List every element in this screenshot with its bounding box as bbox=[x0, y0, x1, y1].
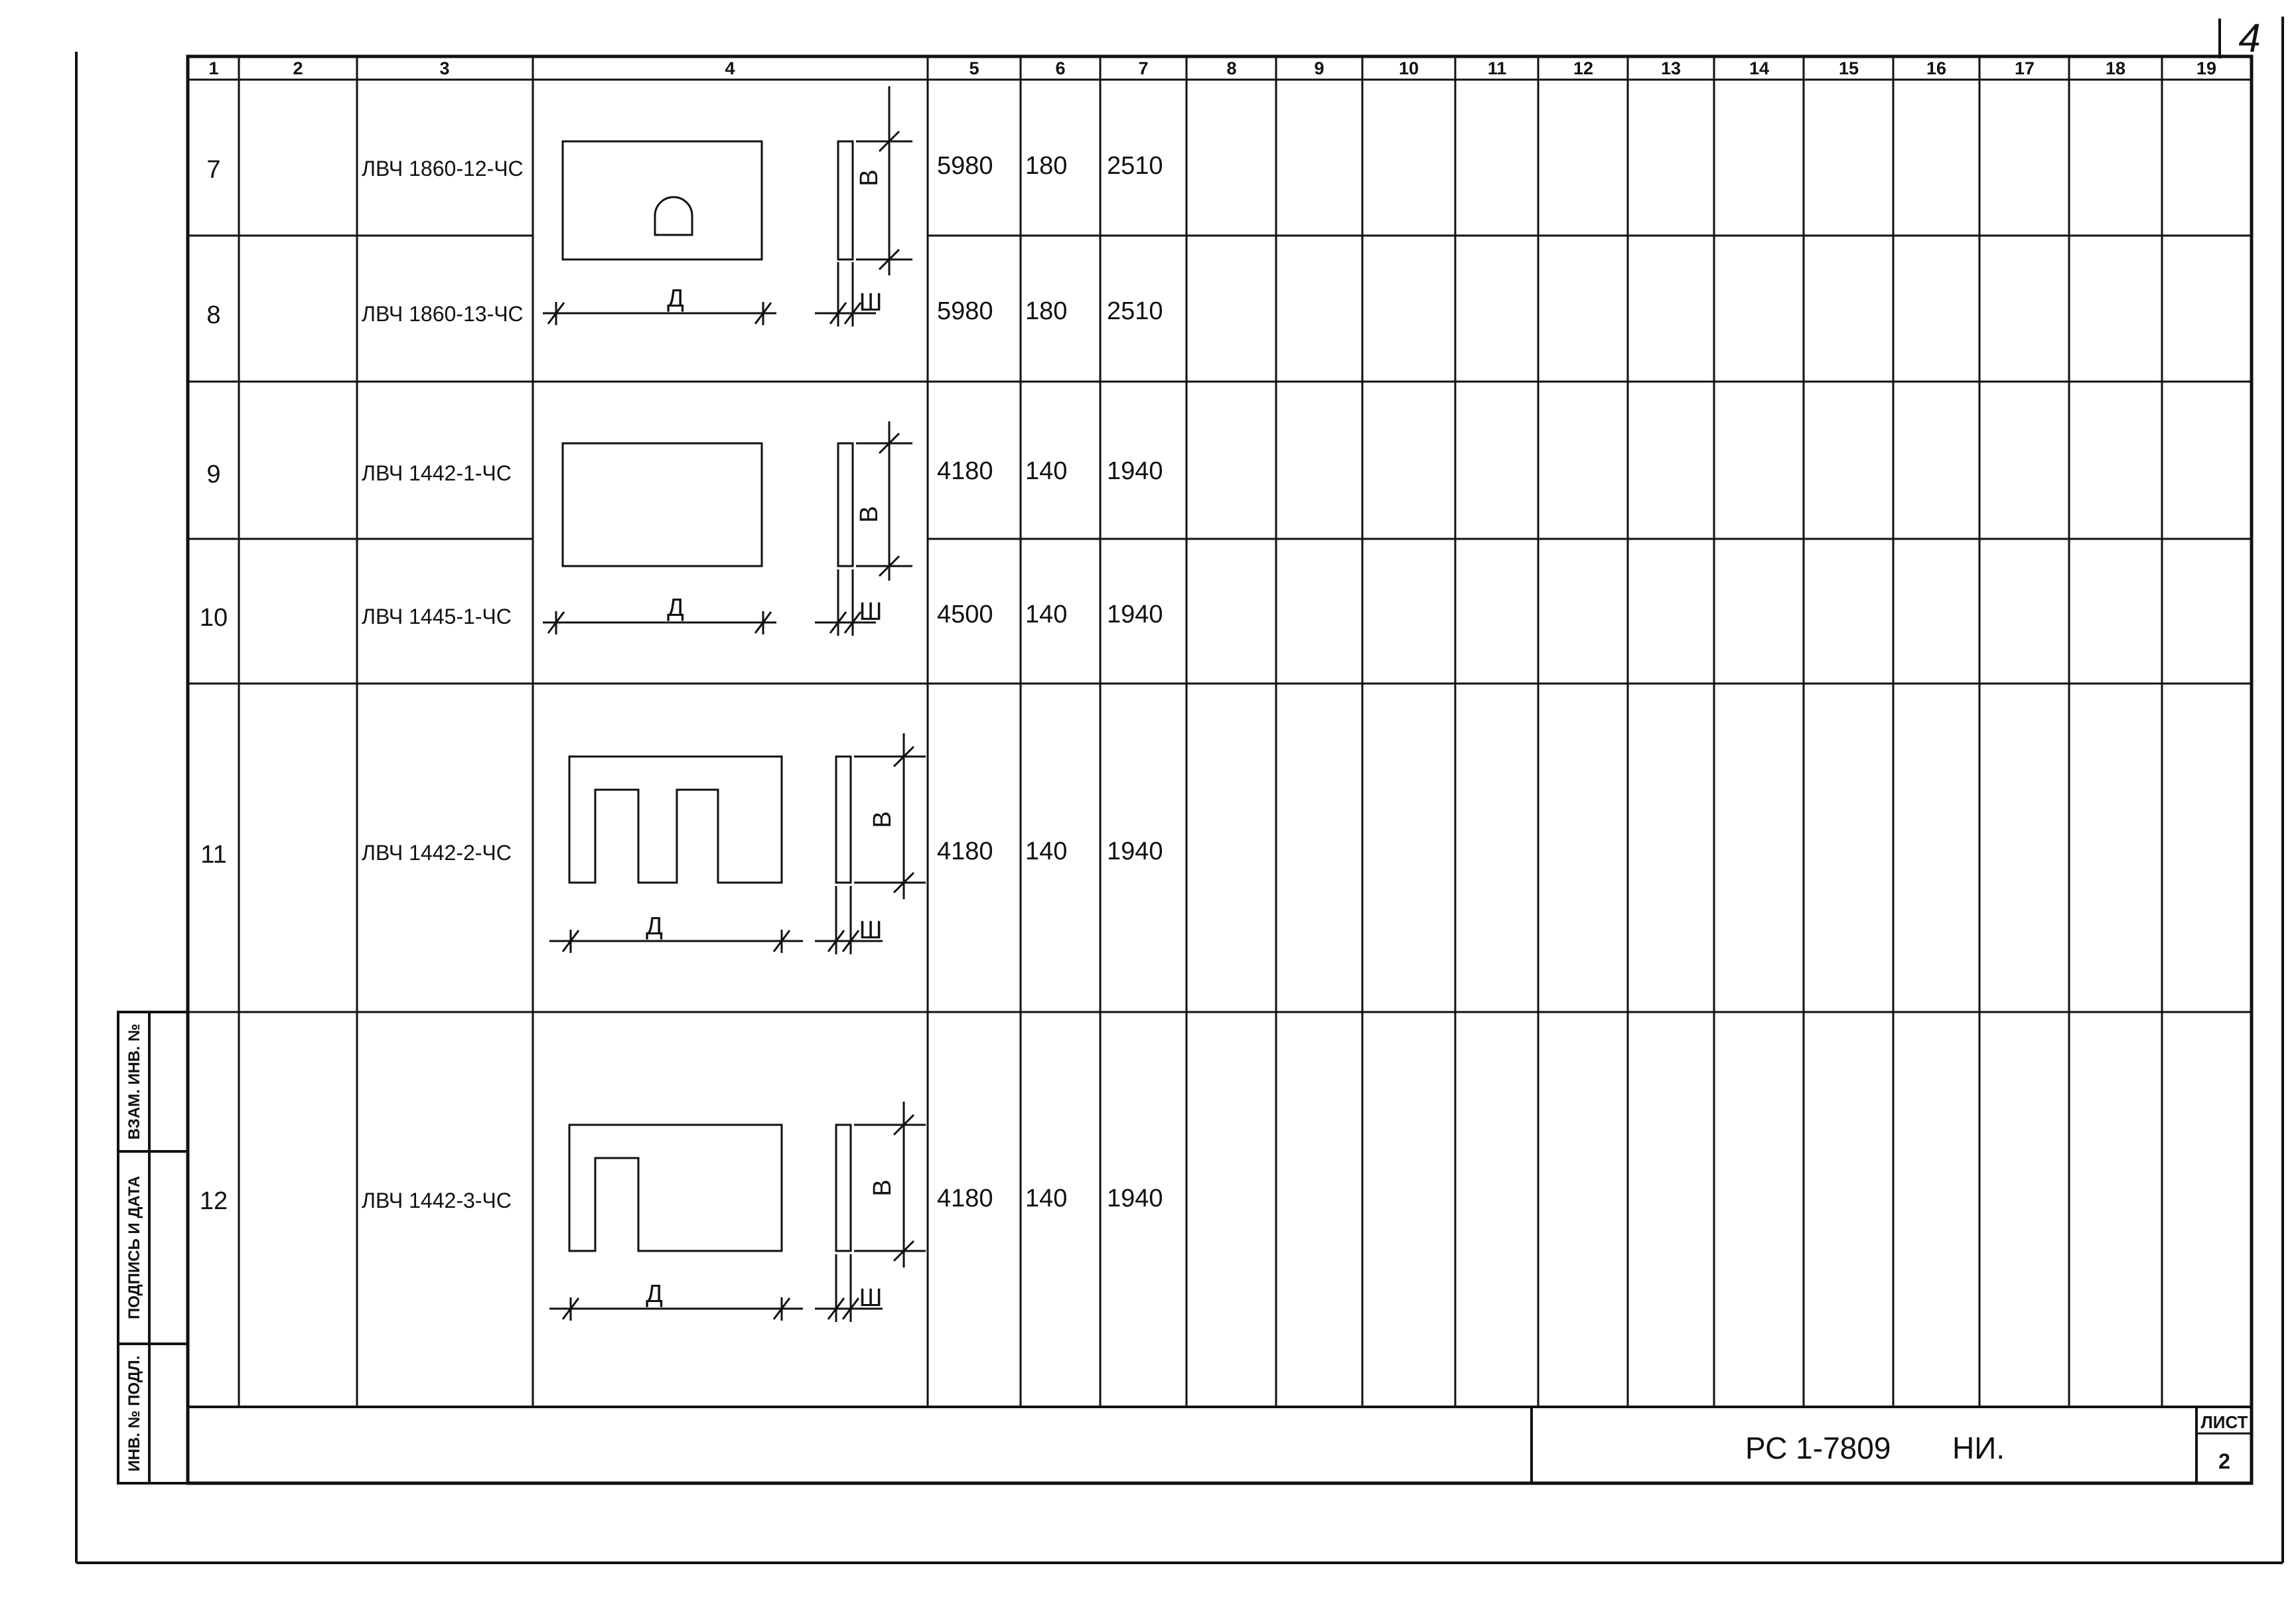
element-mark: ЛВЧ 1442-2-ЧС bbox=[362, 841, 512, 865]
thickness-label: Ш bbox=[859, 1284, 883, 1312]
column-header: 3 bbox=[439, 58, 450, 78]
column-header: 18 bbox=[2105, 58, 2126, 78]
stamp-inv-original: ИНВ. № ПОДЛ. bbox=[125, 1355, 143, 1472]
column-header: 10 bbox=[1398, 58, 1419, 78]
thickness-label: Ш bbox=[859, 289, 883, 317]
element-width: 180 bbox=[1025, 152, 1068, 180]
row-number: 7 bbox=[206, 156, 221, 184]
element-mark: ЛВЧ 1860-12-ЧС bbox=[362, 157, 524, 181]
row-number: 9 bbox=[206, 461, 221, 488]
column-header: 6 bbox=[1055, 58, 1066, 78]
corner-number-text: 4 bbox=[2238, 16, 2261, 60]
element-width: 140 bbox=[1025, 601, 1068, 628]
element-width: 140 bbox=[1025, 837, 1068, 865]
element-width: 140 bbox=[1025, 457, 1068, 485]
corner-page-number bbox=[2220, 16, 2261, 60]
element-length: 4500 bbox=[937, 601, 993, 628]
column-header: 4 bbox=[725, 58, 735, 78]
element-length: 4180 bbox=[937, 457, 993, 485]
column-header: 12 bbox=[1573, 58, 1594, 78]
element-height: 1940 bbox=[1107, 457, 1163, 485]
column-header: 13 bbox=[1660, 58, 1682, 78]
sheet-number: 2 bbox=[2218, 1449, 2230, 1473]
sketch-d-labels bbox=[646, 1179, 897, 1312]
element-length: 4180 bbox=[937, 837, 993, 865]
length-label: Д bbox=[667, 594, 684, 622]
column-header: 1 bbox=[208, 58, 219, 78]
sheet-frame bbox=[76, 17, 2283, 1563]
document-suffix: НИ. bbox=[1952, 1431, 2005, 1465]
title-block bbox=[1745, 1412, 2248, 1473]
table-row bbox=[200, 837, 1163, 869]
column-header-row bbox=[208, 58, 2216, 78]
sheet-label: ЛИСТ bbox=[2200, 1412, 2248, 1432]
row-number: 8 bbox=[206, 301, 221, 329]
column-header: 8 bbox=[1226, 58, 1237, 78]
element-length: 4180 bbox=[937, 1185, 993, 1212]
element-height: 1940 bbox=[1107, 601, 1163, 628]
height-label: В bbox=[869, 1179, 897, 1197]
height-label: В bbox=[855, 169, 883, 186]
element-height: 1940 bbox=[1107, 1185, 1163, 1212]
table-row bbox=[206, 457, 1163, 488]
element-mark: ЛВЧ 1445-1-ЧС bbox=[362, 605, 512, 628]
column-header: 14 bbox=[1749, 58, 1770, 78]
sketch-c-labels bbox=[646, 811, 897, 944]
element-width: 180 bbox=[1025, 297, 1068, 325]
panel-sketch-arched-opening bbox=[543, 86, 912, 327]
thickness-label: Ш bbox=[859, 598, 883, 626]
column-header: 2 bbox=[293, 58, 303, 78]
sketch-a-labels bbox=[667, 169, 883, 317]
column-header: 5 bbox=[969, 58, 979, 78]
column-header: 16 bbox=[1926, 58, 1947, 78]
stamp-replaced-inv: ВЗАМ. ИНВ. № bbox=[125, 1023, 143, 1140]
element-length: 5980 bbox=[937, 297, 993, 325]
row-number: 11 bbox=[200, 841, 227, 869]
element-height: 1940 bbox=[1107, 837, 1163, 865]
thickness-label: Ш bbox=[859, 916, 883, 944]
column-header: 17 bbox=[2014, 58, 2035, 78]
element-mark: ЛВЧ 1442-1-ЧС bbox=[362, 461, 512, 485]
column-header: 7 bbox=[1138, 58, 1149, 78]
panel-sketch-plain bbox=[543, 421, 912, 636]
height-label: В bbox=[855, 506, 883, 523]
side-stamp-labels bbox=[125, 1024, 143, 1472]
table-row bbox=[200, 1185, 1163, 1215]
stamp-signature-date: ПОДПИСЬ И ДАТА bbox=[125, 1175, 143, 1320]
column-header: 15 bbox=[1838, 58, 1859, 78]
element-width: 140 bbox=[1025, 1185, 1068, 1212]
length-label: Д bbox=[646, 912, 663, 940]
height-label: В bbox=[869, 811, 897, 828]
row-number: 12 bbox=[199, 1187, 228, 1215]
element-height: 2510 bbox=[1107, 152, 1163, 180]
length-label: Д bbox=[667, 285, 684, 313]
element-mark: ЛВЧ 1442-3-ЧС bbox=[362, 1189, 512, 1212]
document-code: РС 1-7809 bbox=[1745, 1431, 1891, 1465]
row-number: 10 bbox=[199, 604, 228, 632]
column-header: 19 bbox=[2196, 58, 2217, 78]
element-length: 5980 bbox=[937, 152, 993, 180]
spec-table-grid bbox=[188, 56, 2252, 1483]
element-mark: ЛВЧ 1860-13-ЧС bbox=[362, 302, 524, 326]
column-header: 9 bbox=[1314, 58, 1325, 78]
column-header: 11 bbox=[1487, 58, 1507, 78]
length-label: Д bbox=[646, 1280, 663, 1308]
table-row bbox=[206, 152, 1163, 184]
element-height: 2510 bbox=[1107, 297, 1163, 325]
